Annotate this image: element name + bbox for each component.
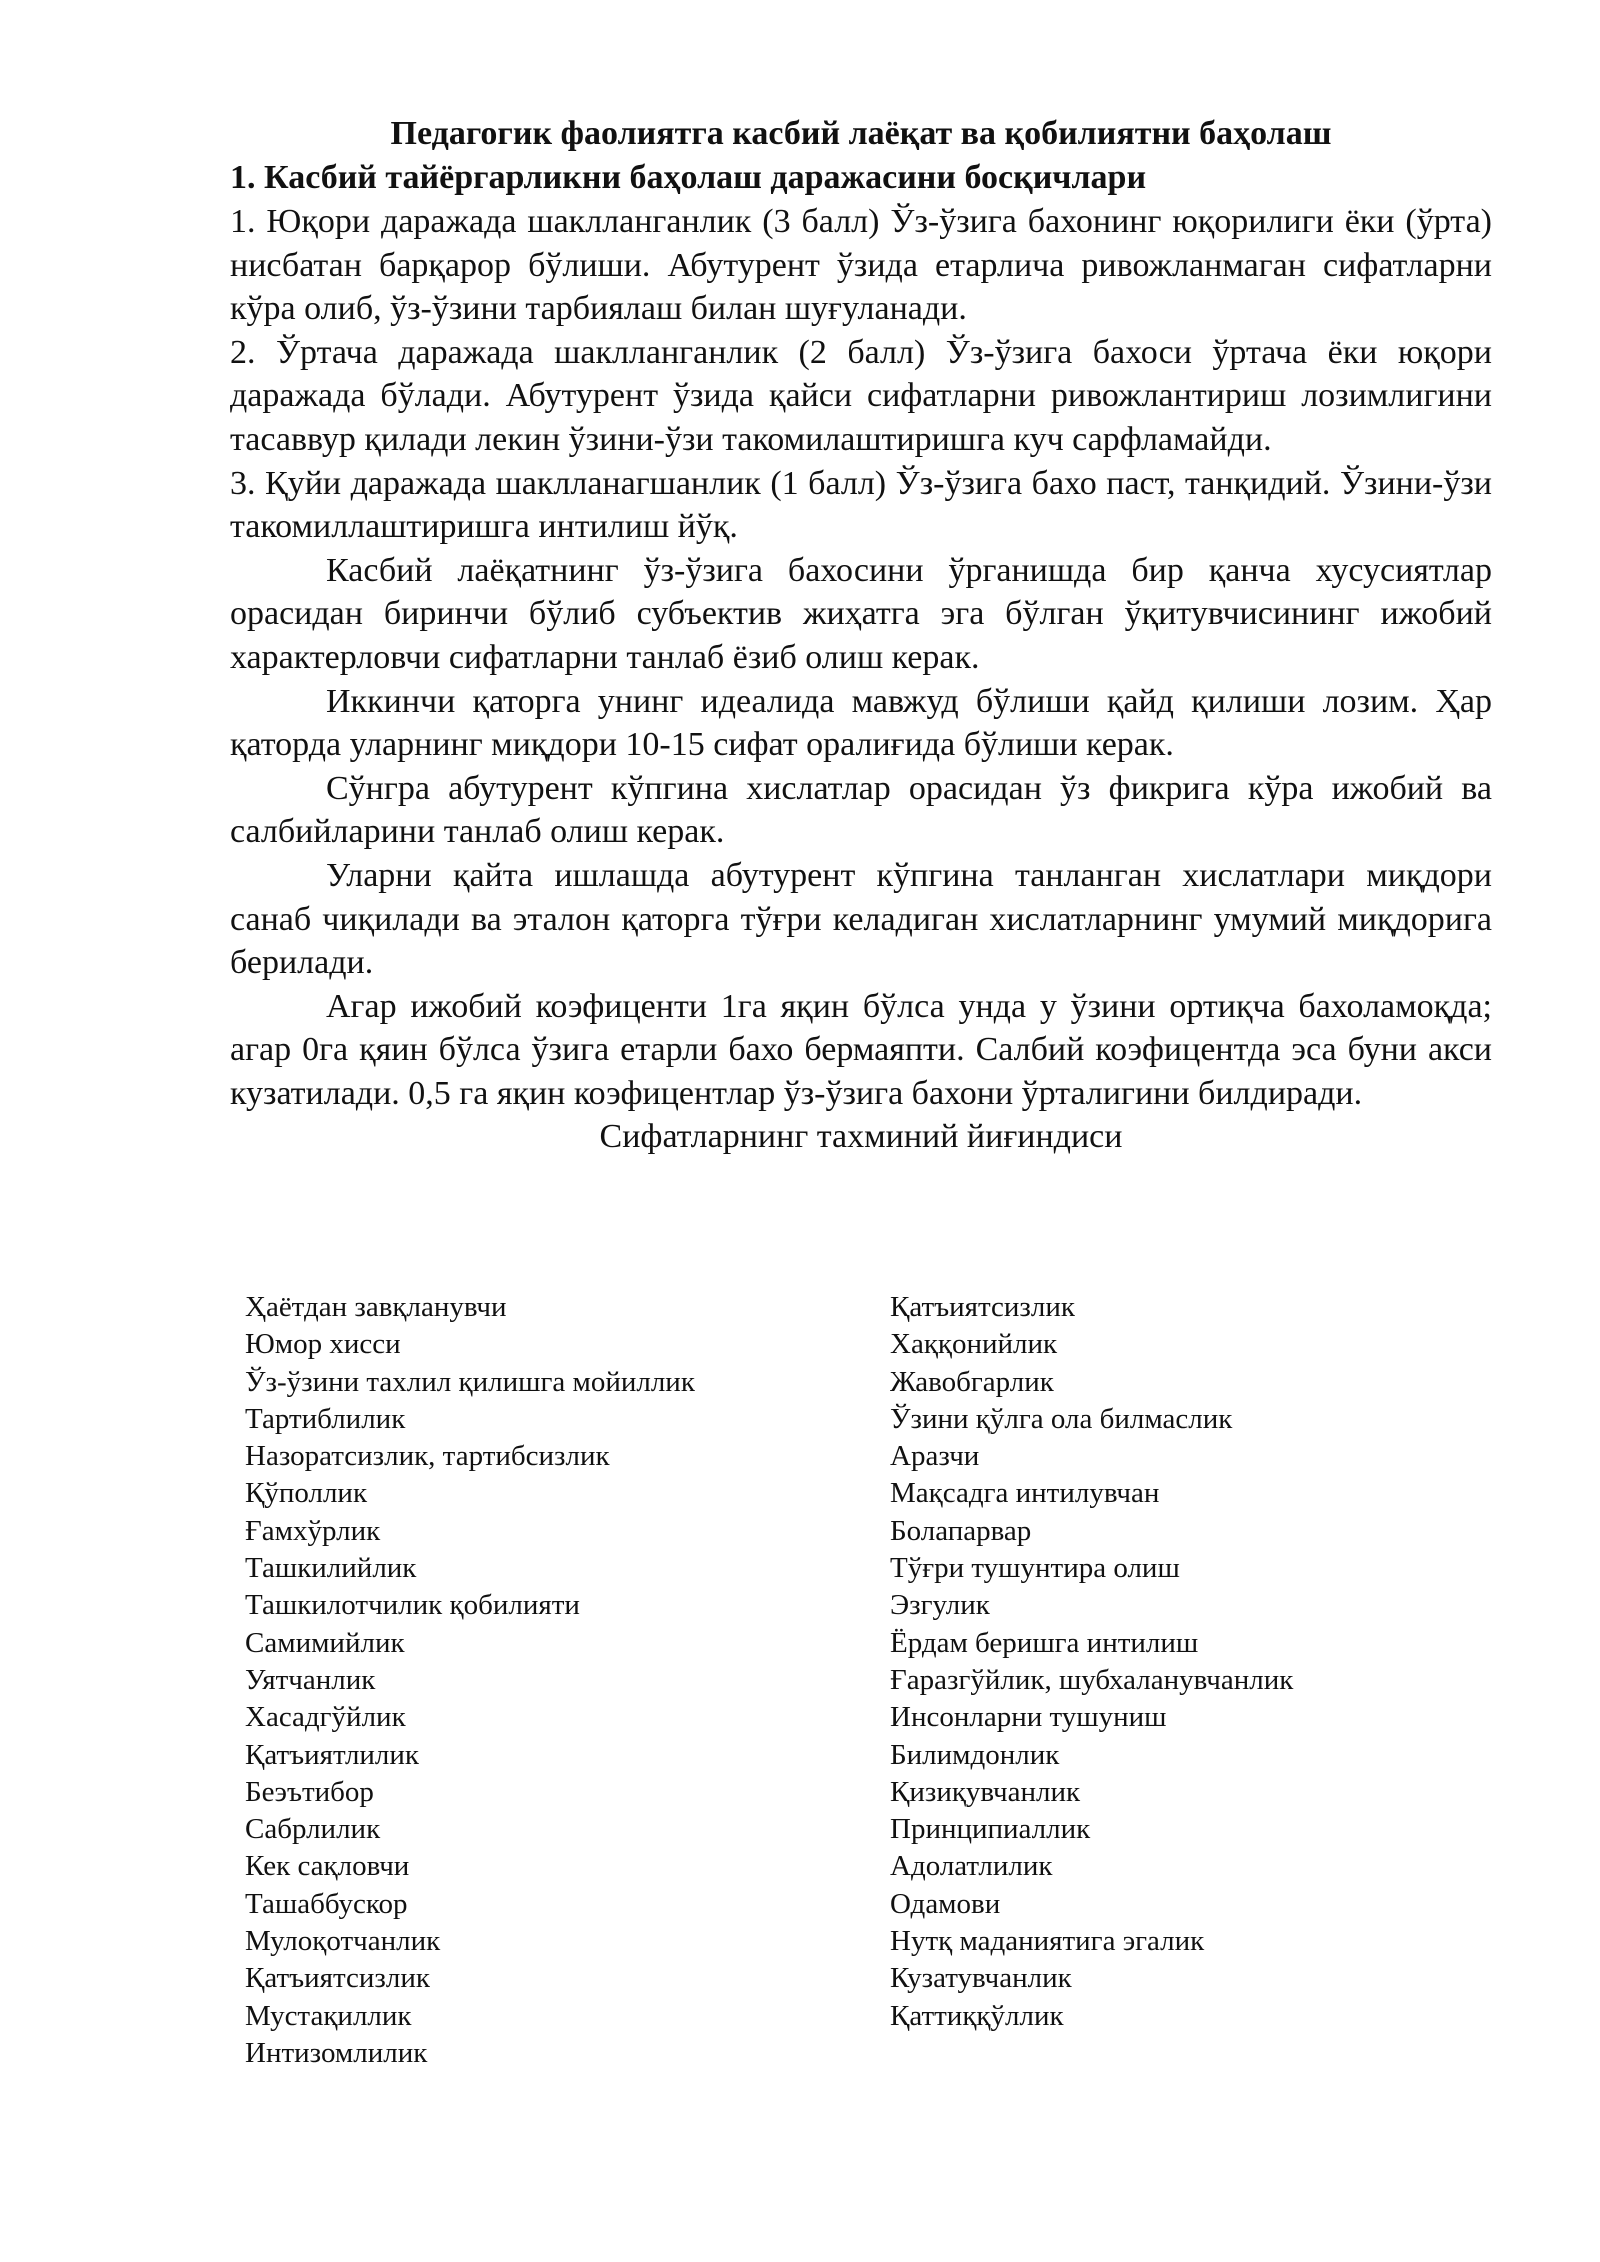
quality-item: Хасадгўйлик <box>245 1701 406 1734</box>
quality-item: Қаттиққўллик <box>890 1999 1064 2032</box>
quality-item: Одамови <box>890 1887 1001 1920</box>
paragraph-self-assessment: Касбий лаёқатнинг ўз-ўзига бахосини ўрганишда бир қанча хусусиятлар орасидан биринчи бўлиб субъектив жиҳатга эга бўлган ўқитувчисининг ижобий характерловчи сифатларни танлаб ёзиб олиш керак. <box>230 551 1492 676</box>
document-page <box>230 112 1492 1159</box>
quality-item: Кек сақловчи <box>245 1850 410 1883</box>
paragraph-processing: Уларни қайта ишлашда абутурент кўпгина танланган хислатлари миқдори санаб чиқилади ва эталон қаторга тўғри келадиган хислатларнинг умумий миқдорига берилади. <box>230 856 1492 982</box>
quality-item: Принципиаллик <box>890 1813 1091 1846</box>
document-title: Педагогик фаолиятга касбий лаёқат ва қобилиятни баҳолаш <box>390 115 1332 152</box>
quality-item: Инсонларни тушуниш <box>890 1701 1167 1734</box>
quality-item: Қатъиятлилик <box>245 1738 420 1771</box>
quality-item: Мустақиллик <box>245 1999 412 2032</box>
quality-item: Қўполлик <box>245 1477 368 1510</box>
paragraph-selection: Сўнгра абутурент кўпгина хислатлар орасидан ўз фикрига кўра ижобий ва салбийларини танлаб олиш керак. <box>230 769 1492 851</box>
quality-item: Сабрлилик <box>245 1813 381 1846</box>
quality-item: Қатъиятсизлик <box>245 1962 430 1995</box>
quality-item: Аразчи <box>890 1440 980 1473</box>
quality-item: Ташкилийлик <box>245 1552 417 1585</box>
quality-item: Хаққонийлик <box>890 1328 1058 1361</box>
qualities-left-column <box>245 1289 695 2072</box>
qualities-heading: Сифатларнинг тахминий йиғиндиси <box>599 1118 1123 1156</box>
quality-item: Эзгулик <box>890 1589 990 1622</box>
quality-item: Ғаразгўйлик, шубхаланувчанлик <box>890 1663 1294 1696</box>
quality-item: Мақсадга интилувчан <box>890 1477 1160 1510</box>
quality-item: Билимдонлик <box>890 1738 1060 1771</box>
quality-item: Ўз-ўзини тахлил қилишга мойиллик <box>245 1365 695 1398</box>
quality-item: Назоратсизлик, тартибсизлик <box>245 1440 610 1473</box>
quality-item: Ташаббускор <box>245 1887 408 1920</box>
paragraph-level-medium: 2. Ўртача даражада шаклланганлик (2 балл) Ўз-ўзига бахоси ўртача ёки юқори даражада бўлади. Абутурент ўзида қайси сифатларни ривожлантириш лозимлигини тасаввур қилади лекин ўзини-ўзи такомилаштиришга куч сарфламайди. <box>230 333 1492 458</box>
quality-item: Тартиблилик <box>245 1402 406 1435</box>
quality-item: Юмор хисси <box>245 1328 401 1361</box>
quality-item: Қатъиятсизлик <box>890 1291 1075 1323</box>
quality-item: Ёрдам беришга интилиш <box>890 1626 1199 1659</box>
quality-item: Кузатувчанлик <box>890 1962 1072 1995</box>
qualities-right-column <box>890 1289 1293 2035</box>
quality-item: Ташкилотчилик қобилияти <box>245 1589 580 1622</box>
quality-item: Тўғри тушунтира олиш <box>890 1552 1180 1585</box>
quality-item: Интизомлилик <box>245 2036 428 2069</box>
quality-item: Ўзини қўлга ола билмаслик <box>890 1402 1233 1435</box>
quality-item: Нутқ маданиятига эгалик <box>890 1925 1205 1958</box>
quality-item: Ҳаётдан завқланувчи <box>245 1291 507 1323</box>
quality-item: Самимийлик <box>245 1626 405 1659</box>
quality-item: Болапарвар <box>890 1514 1032 1547</box>
quality-item: Мулоқотчанлик <box>245 1925 441 1958</box>
paragraph-level-low: 3. Қуйи даражада шаклланагшанлик (1 балл) Ўз-ўзига бахо паст, танқидий. Ўзини-ўзи такомиллаштиришга интилиш йўқ. <box>230 464 1492 546</box>
paragraph-level-high: 1. Юқори даражада шаклланганлик (3 балл) Ўз-ўзига бахонинг юқорилиги ёки (ўрта) нисбатан барқарор бўлиши. Абутурент ўзида етарлича ривожланмаган сифатларни кўра олиб, ўз-ўзини тарбиялаш билан шуғуланади. <box>230 203 1492 328</box>
quality-item: Жавобгарлик <box>890 1365 1054 1398</box>
section-heading: 1. Касбий тайёргарликни баҳолаш даражасини босқичлари <box>230 159 1147 196</box>
quality-item: Ғамхўрлик <box>245 1514 381 1547</box>
quality-item: Беэътибор <box>245 1775 374 1808</box>
quality-item: Адолатлилик <box>890 1850 1053 1883</box>
quality-item: Қизиқувчанлик <box>890 1775 1081 1808</box>
paragraph-second-row: Иккинчи қаторга унинг идеалида мавжуд бўлиши қайд қилиши лозим. Ҳар қаторда уларнинг миқдори 10-15 сифат оралиғида бўлиши керак. <box>230 682 1492 764</box>
paragraph-coefficient: Агар ижобий коэфиценти 1га яқин бўлса унда у ўзини ортиқча бахоламоқда; агар 0га қяин бўлса ўзига етарли бахо бермаяпти. Салбий коэфицентда эса буни акси кузатилади. 0,5 га яқин коэфицентлар ўз-ўзига бахони ўрталигини билдиради. <box>230 987 1492 1112</box>
quality-item: Уятчанлик <box>245 1663 376 1696</box>
